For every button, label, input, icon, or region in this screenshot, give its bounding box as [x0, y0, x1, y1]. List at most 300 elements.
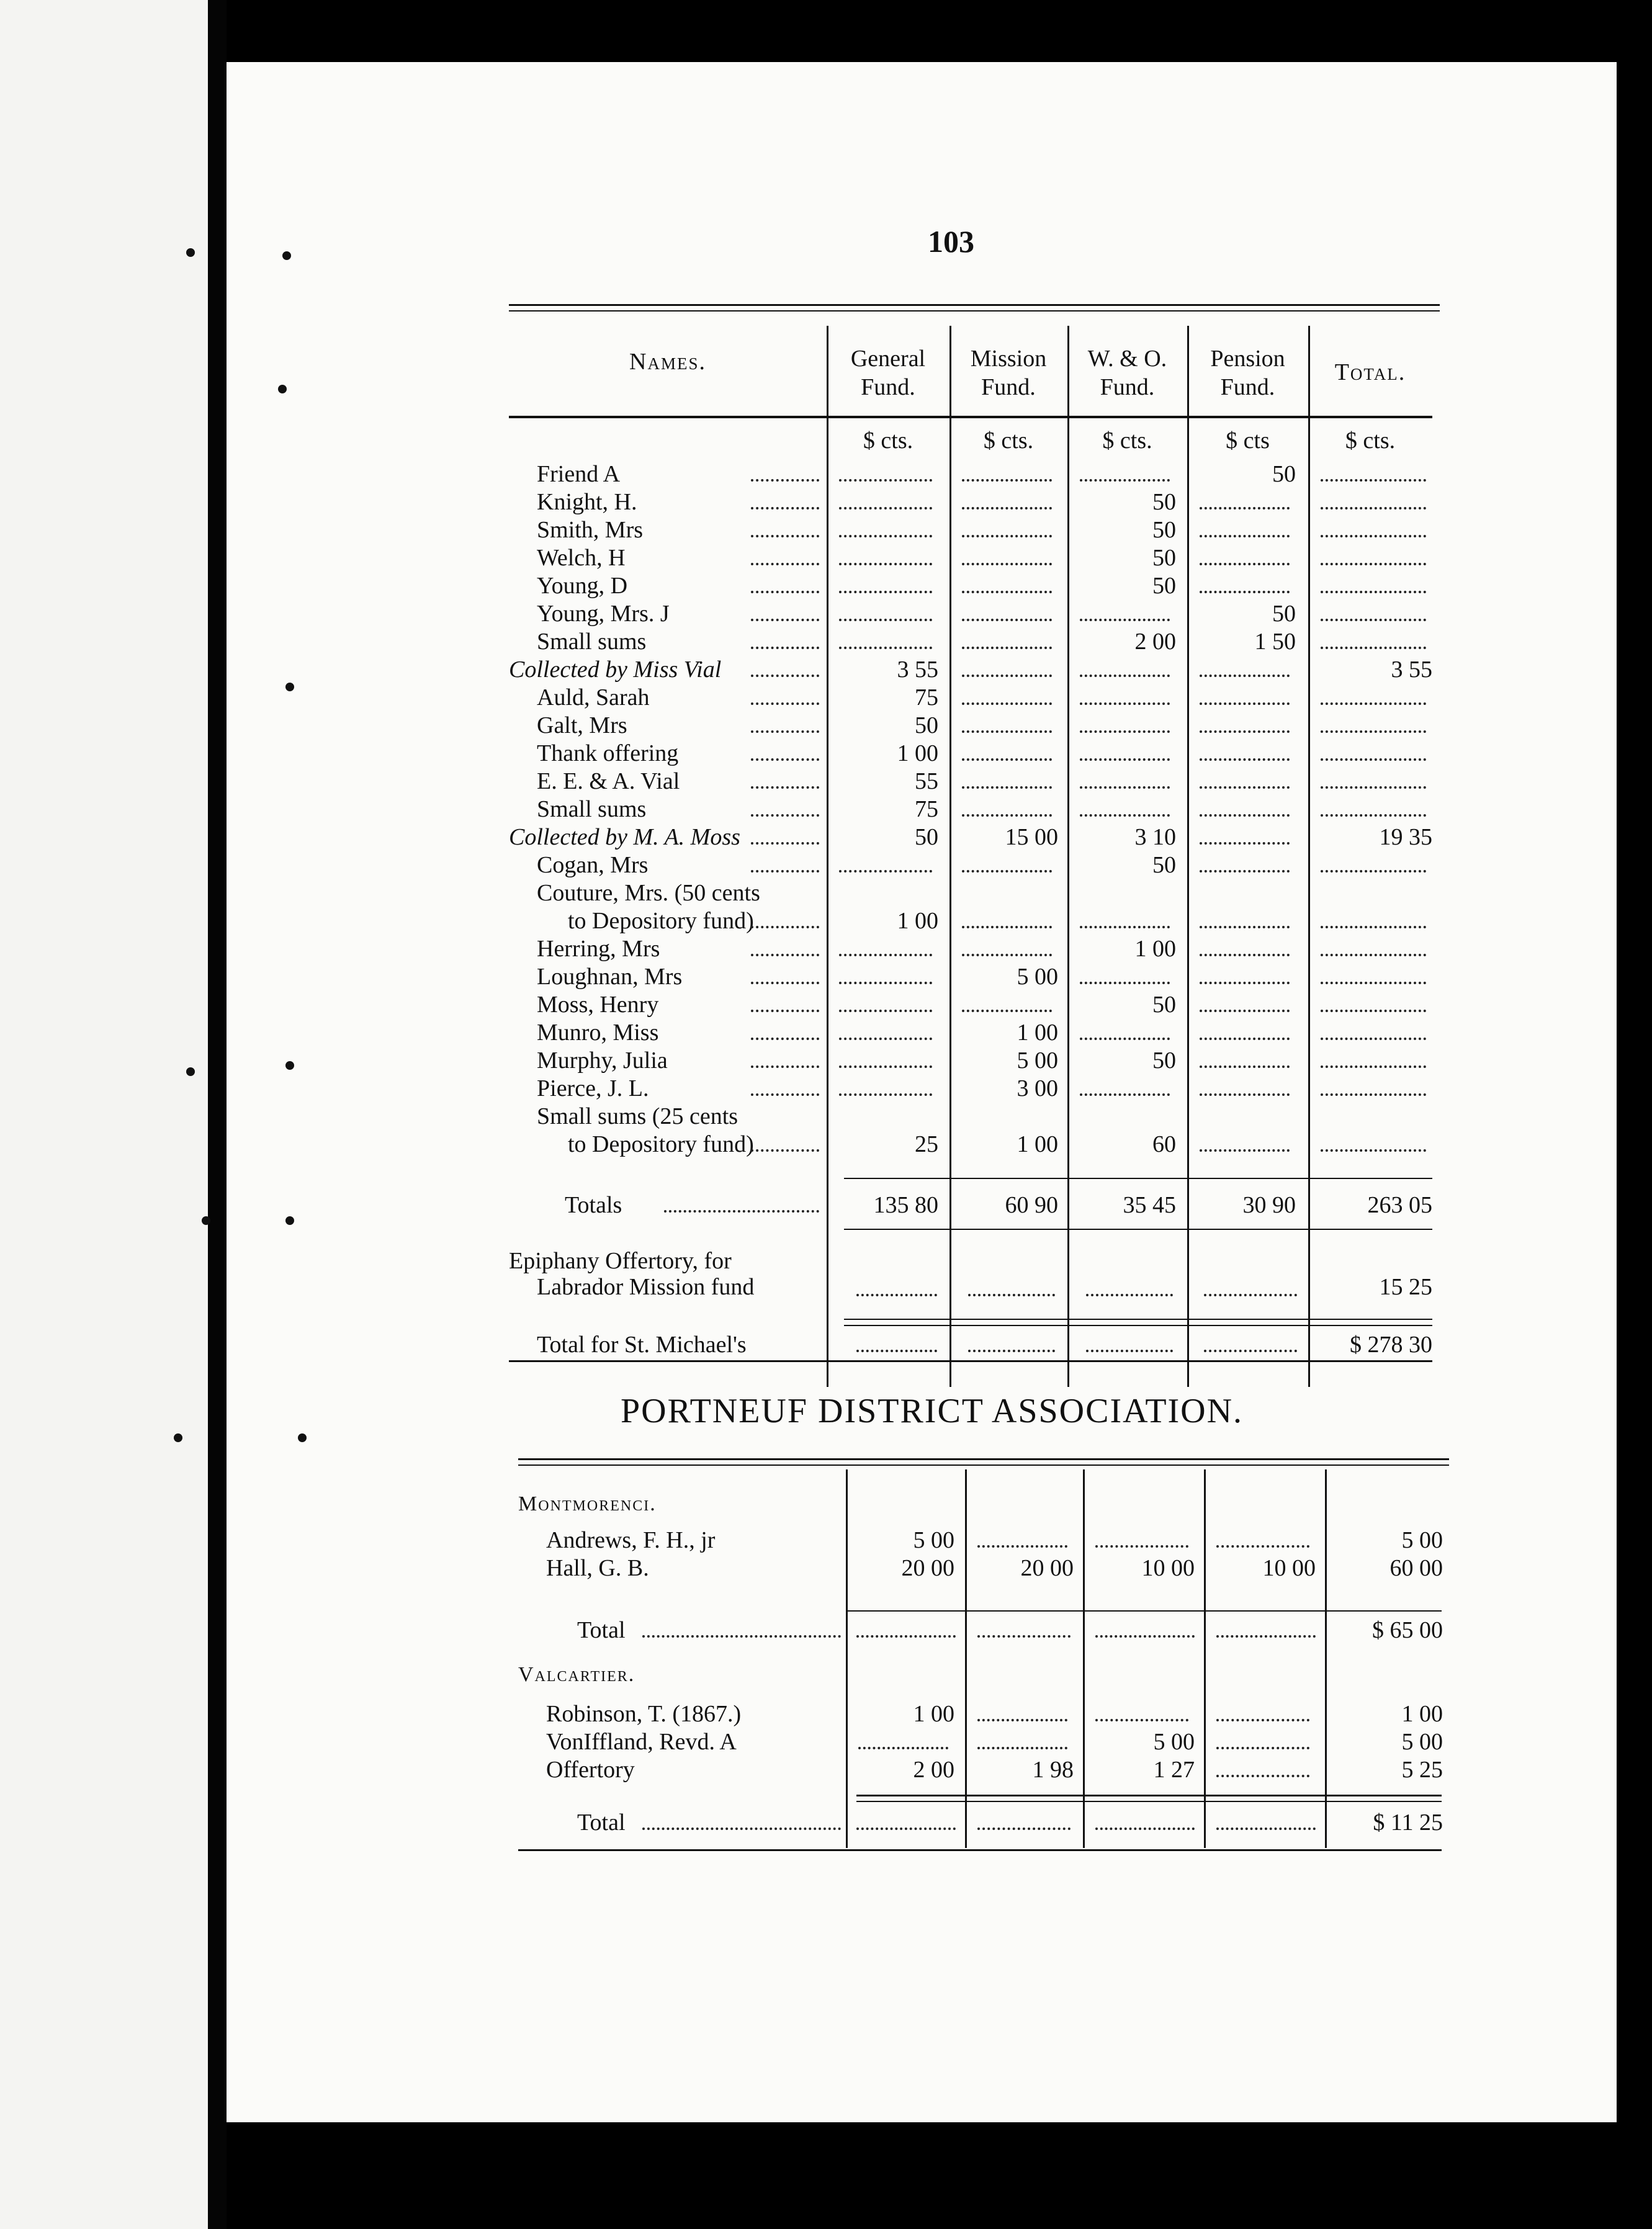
cell-general: 75: [915, 684, 938, 711]
cell-wo: 60: [1152, 1131, 1176, 1157]
cell-general: 75: [915, 796, 938, 822]
dot-leader: [1080, 730, 1170, 733]
dot-leader: [751, 591, 819, 593]
dot-leader: [751, 954, 819, 956]
dot-leader: [1086, 1350, 1173, 1352]
dot-leader: [962, 647, 1052, 649]
dot-leader: [1200, 870, 1290, 872]
dot-leader: [751, 563, 819, 565]
table-row: [509, 935, 1440, 963]
dot-leader: [1095, 1719, 1188, 1721]
cell-wo: 50: [1152, 545, 1176, 571]
dot-leader: [839, 479, 932, 482]
binding-hole: [285, 1061, 294, 1070]
dot-leader: [1216, 1775, 1309, 1777]
dot-leader: [1080, 814, 1170, 817]
header-names: Names.: [629, 349, 706, 375]
dot-leader: [1321, 786, 1426, 789]
cell-mission: 1 98: [1032, 1757, 1074, 1783]
dot-leader: [1216, 1828, 1316, 1830]
cell-wo: 2 00: [1134, 629, 1176, 655]
cell-wo: 50: [1152, 852, 1176, 878]
bottom-rule: [509, 1360, 1432, 1362]
cell-total: 5 00: [1401, 1527, 1443, 1553]
dot-leader: [1321, 702, 1426, 705]
row-name: Thank offering: [537, 740, 679, 766]
header-line: Fund.: [861, 374, 915, 400]
dot-leader: [751, 1065, 819, 1068]
table-row: [509, 712, 1440, 740]
facing-page: [0, 0, 208, 2229]
header-line: Mission: [970, 346, 1047, 372]
dot-leader: [1200, 1038, 1290, 1040]
cell-mission: 20 00: [1020, 1555, 1074, 1581]
dot-leader: [1200, 507, 1290, 509]
dot-leader: [751, 1038, 819, 1040]
dot-leader: [962, 535, 1052, 537]
dot-leader: [1200, 1010, 1290, 1012]
cell-total: 5 25: [1401, 1757, 1443, 1783]
dot-leader: [1216, 1635, 1316, 1638]
dot-leader: [1080, 982, 1170, 984]
dot-leader: [962, 730, 1052, 733]
table-row: [509, 991, 1440, 1019]
row-name: Robinson, T. (1867.): [546, 1701, 742, 1727]
cell-mission: 5 00: [1017, 964, 1058, 990]
table-row: [509, 740, 1440, 768]
cell-pension: 10 00: [1262, 1555, 1316, 1581]
dot-leader: [839, 954, 932, 956]
dot-leader: [1200, 926, 1290, 928]
group-title-montmorenci: Montmorenci.: [518, 1492, 657, 1515]
row-label: Total: [577, 1810, 626, 1836]
dot-leader: [751, 870, 819, 872]
row-name: Munro, Miss: [537, 1020, 659, 1046]
table-row: [518, 1554, 1449, 1582]
cell-total: 19 35: [1379, 824, 1432, 850]
dot-leader: [1080, 479, 1170, 482]
cell-general: 20 00: [901, 1555, 954, 1581]
bottom-rule: [518, 1849, 1442, 1851]
dot-leader: [977, 1747, 1067, 1749]
page-number: 103: [928, 224, 974, 259]
table-row: [509, 907, 1440, 935]
row-name: Herring, Mrs: [537, 936, 660, 962]
header-rule: [509, 416, 1432, 418]
dot-leader: [962, 1010, 1052, 1012]
valcartier-total: $ 11 25: [1373, 1810, 1443, 1836]
binding-hole: [186, 248, 195, 257]
header-wo: [1067, 344, 1187, 401]
double-rule: [856, 1795, 1442, 1796]
dot-leader: [1321, 619, 1426, 621]
binding-hole: [298, 1433, 307, 1442]
cell-mission: 1 00: [1017, 1020, 1058, 1046]
epiphany-line2: Labrador Mission fund: [537, 1274, 755, 1300]
binding-hole: [186, 1067, 195, 1076]
dot-leader: [664, 1210, 819, 1213]
dot-leader: [839, 647, 932, 649]
dot-leader: [977, 1828, 1071, 1830]
cell-wo: 50: [1152, 992, 1176, 1018]
top-rule: [509, 310, 1440, 312]
table-row: [509, 516, 1440, 544]
dot-leader: [977, 1635, 1071, 1638]
dot-leader: [1321, 758, 1426, 761]
cell-general: 55: [915, 768, 938, 794]
cell-total: 263 05: [1367, 1192, 1432, 1218]
dot-leader: [1321, 982, 1426, 984]
dot-leader: [751, 982, 819, 984]
dot-leader: [1321, 563, 1426, 565]
row-name: Small sums: [537, 796, 647, 822]
dot-leader: [839, 1065, 932, 1068]
row-name: Pierce, J. L.: [537, 1075, 649, 1101]
cell-wo: 3 10: [1134, 824, 1176, 850]
cell-wo: 50: [1152, 1047, 1176, 1074]
subtotal-rule: [846, 1610, 1442, 1612]
cell-pension: 1 50: [1254, 629, 1296, 655]
table-row: [509, 963, 1440, 991]
row-name: Small sums (25 cents: [537, 1103, 738, 1129]
header-mission: [949, 344, 1067, 401]
subtotal-rule: [844, 1178, 1432, 1179]
table-row: [509, 851, 1440, 879]
cell-wo: 1 00: [1134, 936, 1176, 962]
dot-leader: [1321, 926, 1426, 928]
cell-wo: 50: [1152, 573, 1176, 599]
dot-leader: [962, 954, 1052, 956]
row-name: VonIffland, Revd. A: [546, 1729, 737, 1755]
dot-leader: [839, 619, 932, 621]
dot-leader: [751, 730, 819, 733]
table-row: [518, 1756, 1449, 1784]
dot-leader: [1200, 563, 1290, 565]
cell-general: 1 00: [913, 1701, 954, 1727]
dot-leader: [1080, 1038, 1170, 1040]
dot-leader: [962, 563, 1052, 565]
cell-mission: 1 00: [1017, 1131, 1058, 1157]
dot-leader: [968, 1350, 1055, 1352]
dot-leader: [968, 1294, 1055, 1296]
dot-leader: [751, 1093, 819, 1096]
dot-leader: [1321, 591, 1426, 593]
dot-leader: [962, 870, 1052, 872]
row-name: to Depository fund): [568, 1131, 754, 1157]
cell-wo: 50: [1152, 489, 1176, 515]
cell-general: 3 55: [897, 657, 938, 683]
dot-leader: [1200, 535, 1290, 537]
valcartier-total-row: [518, 1809, 1449, 1837]
dot-leader: [1200, 702, 1290, 705]
dot-leader: [962, 591, 1052, 593]
row-label: Total: [577, 1617, 626, 1643]
dot-leader: [751, 507, 819, 509]
table-row: [509, 572, 1440, 600]
row-name: Small sums: [537, 629, 647, 655]
dot-leader: [751, 842, 819, 845]
table-row: [509, 656, 1440, 684]
dot-leader: [1080, 1093, 1170, 1096]
book-spine: [208, 0, 227, 2229]
totals-row: [509, 1191, 1440, 1219]
dot-leader: [977, 1719, 1067, 1721]
cell-pension: 50: [1272, 601, 1296, 627]
dot-leader: [1321, 870, 1426, 872]
dot-leader: [1216, 1719, 1309, 1721]
dot-leader: [1095, 1635, 1195, 1638]
cell-total: 3 55: [1391, 657, 1432, 683]
row-name: to Depository fund): [568, 908, 754, 934]
dot-leader: [1321, 479, 1426, 482]
dot-leader: [1086, 1294, 1173, 1296]
binding-hole: [282, 251, 291, 260]
dot-leader: [1321, 954, 1426, 956]
dot-leader: [751, 1010, 819, 1012]
row-name: E. E. & A. Vial: [537, 768, 680, 794]
cell-general: 50: [915, 712, 938, 738]
cell-mission: 3 00: [1017, 1075, 1058, 1101]
dot-leader: [858, 1747, 948, 1749]
cell-total: 1 00: [1401, 1701, 1443, 1727]
table-row: [509, 823, 1440, 851]
double-rule: [844, 1325, 1432, 1326]
dot-leader: [1321, 730, 1426, 733]
row-label: Total for St. Michael's: [537, 1332, 747, 1358]
row-name: Young, Mrs. J: [537, 601, 670, 627]
dot-leader: [839, 870, 932, 872]
dot-leader: [962, 758, 1052, 761]
dot-leader: [1080, 926, 1170, 928]
dot-leader: [1321, 647, 1426, 649]
dot-leader: [751, 647, 819, 649]
top-rule: [518, 1464, 1449, 1466]
epiphany-line1: Epiphany Offertory, for: [509, 1248, 732, 1274]
dot-leader: [839, 591, 932, 593]
dot-leader: [856, 1294, 937, 1296]
totals-rule: [844, 1229, 1432, 1230]
dot-leader: [1321, 1093, 1426, 1096]
cell-general: 25: [915, 1131, 938, 1157]
unit-label: $ cts.: [1345, 428, 1396, 454]
cell-wo: 50: [1152, 517, 1176, 543]
dot-leader: [751, 702, 819, 705]
dot-leader: [839, 507, 932, 509]
dot-leader: [962, 507, 1052, 509]
dot-leader: [962, 675, 1052, 677]
table-row: [509, 628, 1440, 656]
cell-general: 5 00: [913, 1527, 954, 1553]
dot-leader: [1321, 1149, 1426, 1152]
dot-leader: [1321, 814, 1426, 817]
cell-general: 1 00: [897, 908, 938, 934]
row-name: Collected by Miss Vial: [509, 657, 722, 683]
dot-leader: [1204, 1294, 1297, 1296]
header-line: Fund.: [1100, 374, 1155, 400]
dot-leader: [856, 1635, 956, 1638]
table-row: [509, 879, 1440, 907]
table-row: [518, 1700, 1449, 1728]
header-line: Fund.: [1220, 374, 1275, 400]
header-line: W. & O.: [1087, 346, 1167, 372]
cell-general: 135 80: [873, 1192, 938, 1218]
row-name: Knight, H.: [537, 489, 637, 515]
dot-leader: [751, 758, 819, 761]
unit-label: $ cts.: [1102, 428, 1152, 454]
header-general: [827, 344, 949, 401]
binding-hole: [174, 1433, 182, 1442]
binding-hole: [285, 1216, 294, 1225]
dot-leader: [962, 702, 1052, 705]
table-row: [509, 460, 1440, 488]
dot-leader: [751, 926, 819, 928]
row-name: Cogan, Mrs: [537, 852, 649, 878]
dot-leader: [1080, 619, 1170, 621]
dot-leader: [751, 1149, 819, 1152]
table-row: [509, 1131, 1440, 1159]
dot-leader: [1080, 675, 1170, 677]
dot-leader: [1200, 982, 1290, 984]
dot-leader: [1080, 702, 1170, 705]
row-name: Hall, G. B.: [546, 1555, 649, 1581]
double-rule: [856, 1801, 1442, 1802]
cell-wo: 35 45: [1123, 1192, 1176, 1218]
dot-leader: [1321, 535, 1426, 537]
row-name: Couture, Mrs. (50 cents: [537, 880, 760, 906]
unit-label: $ cts.: [863, 428, 914, 454]
dot-leader: [977, 1545, 1067, 1548]
cell-pension: 30 90: [1242, 1192, 1296, 1218]
group-title-valcartier: Valcartier.: [518, 1663, 635, 1686]
table-row: [509, 1103, 1440, 1131]
cell-general: 50: [915, 824, 938, 850]
dot-leader: [751, 479, 819, 482]
dot-leader: [642, 1635, 841, 1638]
dot-leader: [1321, 1010, 1426, 1012]
row-name: Smith, Mrs: [537, 517, 644, 543]
dot-leader: [839, 982, 932, 984]
dot-leader: [1200, 814, 1290, 817]
dot-leader: [1080, 758, 1170, 761]
dot-leader: [962, 619, 1052, 621]
table-row: [518, 1728, 1449, 1756]
cell-general: 1 00: [897, 740, 938, 766]
cell-wo: 10 00: [1141, 1555, 1195, 1581]
dot-leader: [751, 675, 819, 677]
table-row: [509, 600, 1440, 628]
dot-leader: [751, 786, 819, 789]
table-row: [509, 796, 1440, 823]
row-label: Totals: [565, 1192, 622, 1218]
cell-wo: 5 00: [1153, 1729, 1195, 1755]
dot-leader: [751, 814, 819, 817]
section-title: PORTNEUF DISTRICT ASSOCIATION.: [621, 1392, 1244, 1430]
row-name: Collected by M. A. Moss: [509, 824, 740, 850]
unit-label: $ cts: [1226, 428, 1270, 454]
dot-leader: [856, 1350, 937, 1352]
dot-leader: [1216, 1747, 1309, 1749]
dot-leader: [1321, 1065, 1426, 1068]
row-name: Murphy, Julia: [537, 1047, 668, 1074]
table-row: [509, 768, 1440, 796]
dot-leader: [1095, 1828, 1195, 1830]
top-rule: [509, 304, 1440, 306]
dot-leader: [642, 1828, 841, 1830]
cell-total: 5 00: [1401, 1729, 1443, 1755]
dot-leader: [839, 1038, 932, 1040]
cell-mission: 5 00: [1017, 1047, 1058, 1074]
row-name: Galt, Mrs: [537, 712, 627, 738]
table-row: [509, 1075, 1440, 1103]
dot-leader: [1200, 1149, 1290, 1152]
unit-label: $ cts.: [983, 428, 1034, 454]
dot-leader: [1321, 1038, 1426, 1040]
grand-total-row: [509, 1331, 1440, 1359]
header-line: General: [850, 346, 926, 372]
row-name: Welch, H: [537, 545, 626, 571]
header-line: Fund.: [981, 374, 1036, 400]
cell-mission: 60 90: [1005, 1192, 1058, 1218]
header-total: Total.: [1334, 359, 1406, 385]
dot-leader: [1080, 786, 1170, 789]
dot-leader: [962, 479, 1052, 482]
table-row: [518, 1527, 1449, 1554]
dot-leader: [1200, 758, 1290, 761]
cell-pension: 50: [1272, 461, 1296, 487]
row-name: Loughnan, Mrs: [537, 964, 683, 990]
dot-leader: [1216, 1545, 1309, 1548]
row-name: Auld, Sarah: [537, 684, 650, 711]
row-name: Moss, Henry: [537, 992, 659, 1018]
cell-wo: 1 27: [1153, 1757, 1195, 1783]
row-name: Young, D: [537, 573, 628, 599]
dot-leader: [856, 1828, 956, 1830]
epiphany-total: 15 25: [1379, 1274, 1432, 1300]
portneuf-table: [518, 1452, 1449, 1862]
binding-hole: [285, 683, 294, 691]
dot-leader: [962, 926, 1052, 928]
montmorenci-total-row: [518, 1617, 1449, 1644]
dot-leader: [1200, 1093, 1290, 1096]
header-line: Pension: [1210, 346, 1285, 372]
montmorenci-total: $ 65 00: [1372, 1617, 1443, 1643]
cell-general: 2 00: [913, 1757, 954, 1783]
dot-leader: [751, 619, 819, 621]
dot-leader: [1095, 1545, 1188, 1548]
dot-leader: [1200, 842, 1290, 845]
row-name: Offertory: [546, 1757, 635, 1783]
double-rule: [844, 1319, 1432, 1320]
row-name: Friend A: [537, 461, 621, 487]
table-row: [509, 684, 1440, 712]
table-row: [509, 488, 1440, 516]
dot-leader: [1200, 954, 1290, 956]
table-row: [509, 1047, 1440, 1075]
table-row: [509, 1019, 1440, 1047]
dot-leader: [751, 535, 819, 537]
dot-leader: [1321, 507, 1426, 509]
table-row: [509, 544, 1440, 572]
contributions-table: [509, 298, 1440, 1371]
dot-leader: [962, 786, 1052, 789]
dot-leader: [1200, 786, 1290, 789]
dot-leader: [1204, 1350, 1297, 1352]
dot-leader: [1200, 591, 1290, 593]
dot-leader: [1200, 730, 1290, 733]
cell-total: 60 00: [1389, 1555, 1443, 1581]
grand-total-value: $ 278 30: [1350, 1332, 1432, 1358]
header-pension: [1187, 344, 1308, 401]
